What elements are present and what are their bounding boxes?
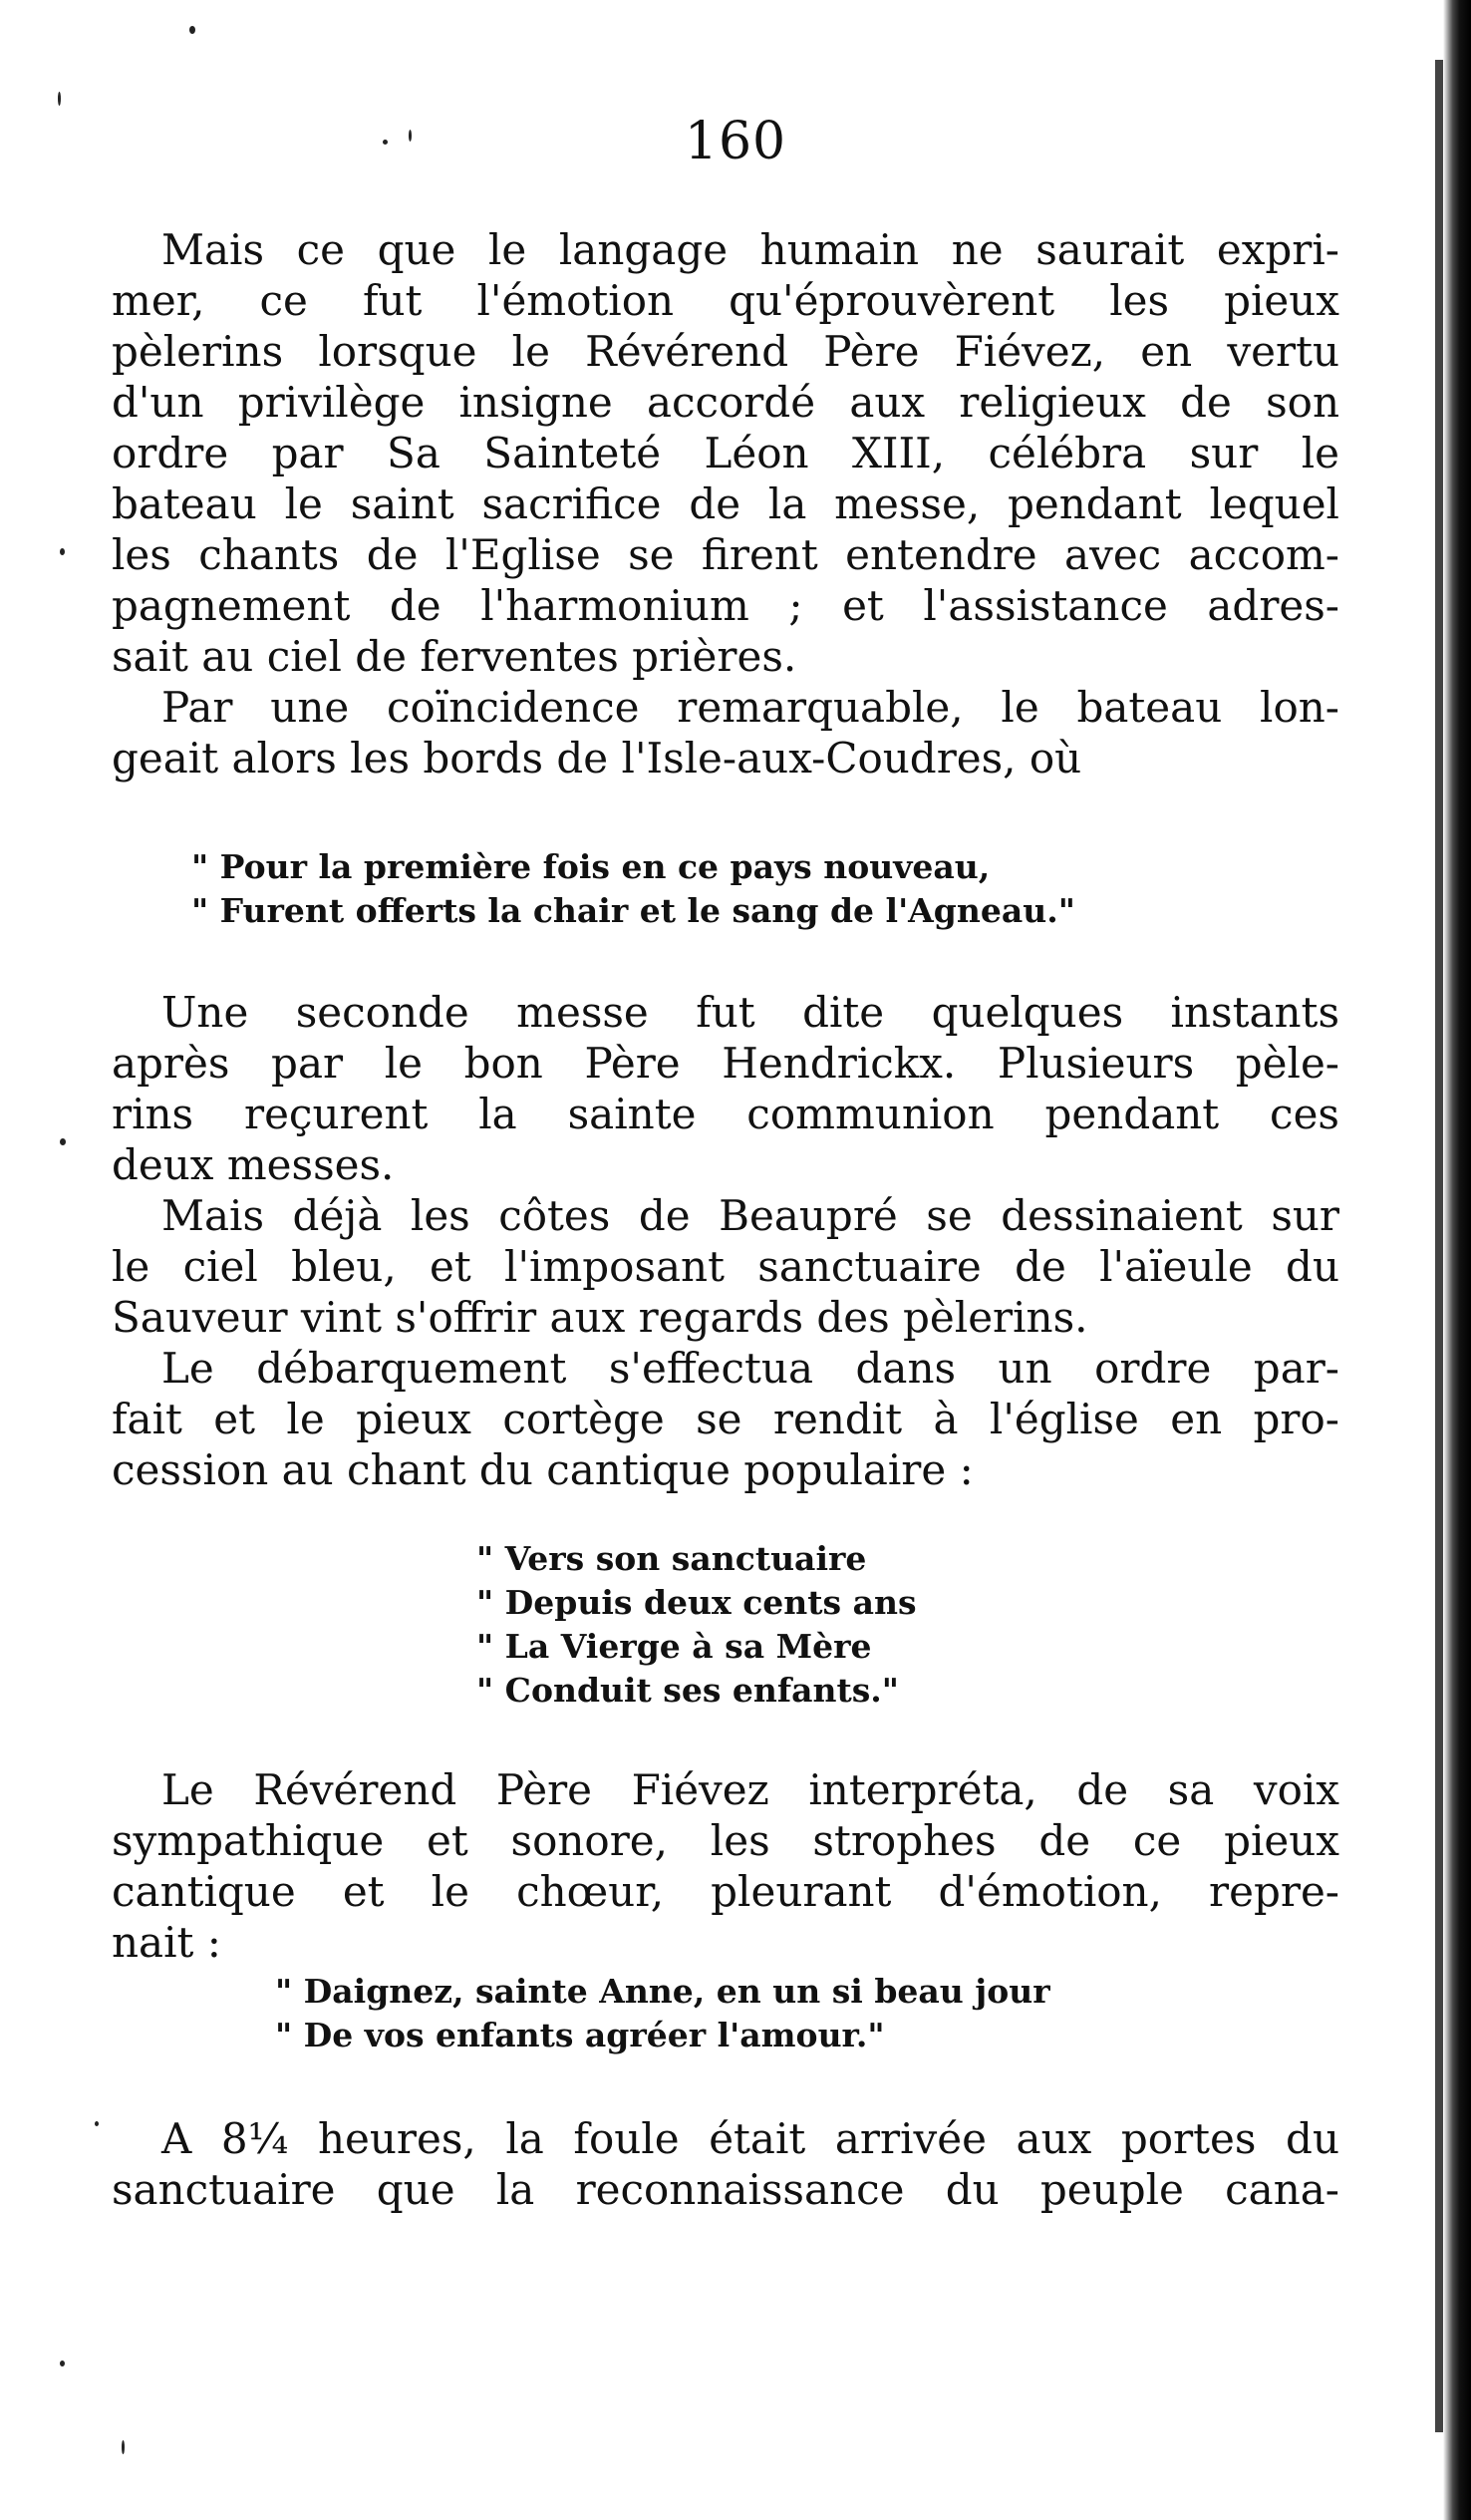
text-line: rins reçurent la sainte communion pendant ces — [112, 1090, 1339, 1138]
text-line: sanctuaire que la reconnaissance du peuple cana- — [112, 2165, 1339, 2214]
text-line: A 8¼ heures, la foule était arrivée aux portes du — [161, 2114, 1339, 2163]
text-line: sympathique et sonore, les strophes de ce pieux — [112, 1816, 1339, 1865]
verse-quotation-2 — [476, 1537, 917, 1713]
text-line: Le débarquement s'effectua dans un ordre par- — [161, 1344, 1339, 1393]
text-line: Sauveur vint s'offrir aux regards des pèlerins. — [112, 1293, 1088, 1342]
paragraph-second-mass — [112, 987, 1339, 1190]
text-line: le ciel bleu, et l'imposant sanctuaire de l'aïeule du — [112, 1242, 1339, 1291]
text-line: geait alors les bords de l'Isle-aux-Coudres, où — [112, 734, 1082, 783]
scan-speck — [60, 1138, 66, 1145]
verse-line: " Conduit ses enfants." — [476, 1671, 899, 1710]
scan-speck — [95, 2121, 99, 2126]
text-line: Le Révérend Père Fiévez interpréta, de sa voix — [161, 1765, 1339, 1814]
scan-speck — [189, 26, 195, 34]
scan-speck — [58, 92, 61, 106]
scan-speck — [122, 2440, 125, 2454]
verse-quotation-1 — [191, 845, 1075, 933]
paragraph-canticle — [112, 1764, 1339, 1968]
binding-edge — [1443, 0, 1471, 2520]
text-line: sait au ciel de ferventes prières. — [112, 632, 797, 681]
verse-line: " Furent offerts la chair et le sang de l'Agneau." — [191, 891, 1075, 930]
scan-speck — [60, 2361, 65, 2366]
text-line: deux messes. — [112, 1140, 395, 1189]
text-line: pèlerins lorsque le Révérend Père Fiévez, en vertu — [112, 327, 1339, 376]
verse-line: " Depuis deux cents ans — [476, 1583, 917, 1622]
binding-shadow — [1435, 60, 1443, 2432]
text-line: Mais ce que le langage humain ne saurait expri- — [161, 225, 1339, 274]
page-number: 160 — [684, 112, 787, 171]
text-line: les chants de l'Eglise se firent entendre avec accom- — [112, 530, 1339, 579]
text-line: bateau le saint sacrifice de la messe, pendant lequel — [112, 479, 1339, 528]
text-line: cession au chant du cantique populaire : — [112, 1445, 974, 1494]
text-line: Par une coïncidence remarquable, le bateau lon- — [161, 683, 1339, 732]
text-line: fait et le pieux cortège se rendit à l'église en pro- — [112, 1395, 1339, 1443]
paragraph-arrival — [112, 2113, 1339, 2215]
verse-line: " La Vierge à sa Mère — [476, 1627, 872, 1666]
paragraph-mass-on-boat — [112, 224, 1339, 682]
text-line: nait : — [112, 1918, 221, 1967]
verse-line: " Daignez, sainte Anne, en un si beau jour — [275, 1972, 1050, 2011]
scan-speck — [60, 548, 65, 555]
text-line: d'un privilège insigne accordé aux religieux de son — [112, 378, 1339, 427]
text-line: après par le bon Père Hendrickx. Plusieurs pèle- — [112, 1039, 1339, 1088]
text-line: pagnement de l'harmonium ; et l'assistance adres- — [112, 581, 1339, 630]
text-line: ordre par Sa Sainteté Léon XIII, célébra sur le — [112, 429, 1339, 477]
verse-quotation-3 — [275, 1970, 1050, 2057]
text-line: cantique et le chœur, pleurant d'émotion, repre- — [112, 1867, 1339, 1916]
paragraph-procession — [112, 1343, 1339, 1495]
text-line: Mais déjà les côtes de Beaupré se dessinaient sur — [161, 1191, 1339, 1240]
paragraph-isle-aux-coudres — [112, 682, 1339, 784]
verse-line: " De vos enfants agréer l'amour." — [275, 2016, 885, 2054]
text-line: Une seconde messe fut dite quelques instants — [161, 988, 1339, 1037]
verse-line: " Pour la première fois en ce pays nouveau, — [191, 847, 991, 886]
text-line: mer, ce fut l'émotion qu'éprouvèrent les pieux — [112, 276, 1339, 325]
verse-line: " Vers son sanctuaire — [476, 1539, 867, 1578]
paragraph-beaupre-coast — [112, 1190, 1339, 1343]
